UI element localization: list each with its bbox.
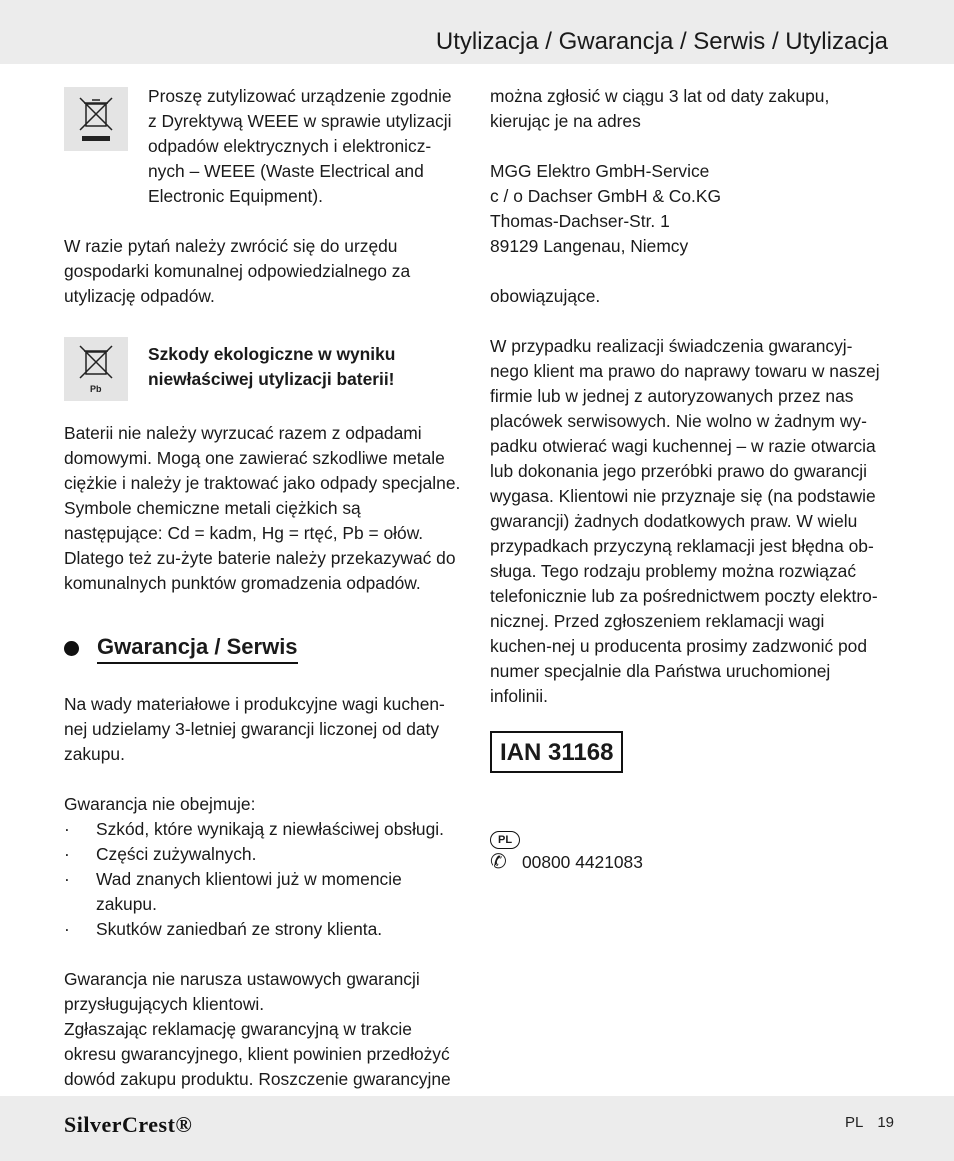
service-text: W przypadku realizacji świadczenia gwarancyj-nego klient ma prawo do naprawy towaru w naszej firmie lub w jednej z autoryzowanych przez nas placówek serwisowych. Nie wolno w żadnym wy-padku otwierać wagi kuchennej – w razie otwarcia lub dokonania jego przeróbki prawo do gwarancji wygasa. Klientowi nie przyznaje się (na podstawie gwarancji) żadnych dodatkowych praw. W wielu przypadkach przyczyną reklamacji jest błędna ob-sługa. Tego rodzaju problemy można rozwiązać telefonicznie lub za pośrednictwem poczty elektro-nicznej. Przed zgłoszeniem reklamacji wagi kuchen-nej u producenta prosimy zadzwonić pod numer specjalnie dla Państwa uruchomionej infolinii. — [490, 336, 880, 706]
section-heading-text: Gwarancja / Serwis — [97, 632, 298, 664]
not-covered-list — [64, 817, 462, 942]
battery-text: Baterii nie należy wyrzucać razem z odpadami domowymi. Mogą one zawierać szkodliwe metale ciężkie i należy je traktować jako odpady specjalne. Symbole chemiczne metali ciężkich są następujące: Cd = kadm, Hg = rtęć, Pb = ołów. Dlatego też zu-żyte baterie należy przekazywać do komunalnych punktów gromadzenia odpadów. — [64, 423, 461, 593]
section-heading — [64, 632, 462, 664]
phone-number: 00800 4421083 — [522, 852, 643, 872]
obowiazujace-text: obowiązujące. — [490, 286, 601, 306]
warranty-text: Na wady materiałowe i produkcyjne wagi kuchen-nej udzielamy 3-letniej gwarancji liczonej od daty zakupu. — [64, 694, 445, 764]
questions-text: W razie pytań należy zwrócić się do urzędu gospodarki komunalnej odpowiedzialnego za utylizację odpadów. — [64, 236, 411, 306]
address-line: c / o Dachser GmbH & Co.KG — [490, 186, 721, 206]
country-badge: PL — [490, 831, 520, 849]
address-line: Thomas-Dachser-Str. 1 — [490, 211, 670, 231]
phone-row — [490, 850, 890, 875]
list-item: · Części zużywalnych. — [64, 842, 462, 867]
not-covered-intro: Gwarancja nie obejmuje: — [64, 794, 256, 814]
phone-icon: ✆ — [490, 851, 507, 873]
address-line: 89129 Langenau, Niemcy — [490, 236, 689, 256]
list-item: · Wad znanych klientowi już w momencie zakupu. — [64, 867, 462, 917]
footer-page-num: 19 — [877, 1114, 894, 1131]
left-column — [64, 84, 462, 1092]
claim-text: Zgłaszając reklamację gwarancyjną w trakcie okresu gwarancyjnego, klient powinien przedłożyć dowód zakupu produktu. Roszczenie gwarancyjne — [64, 1019, 451, 1089]
list-item: · Skutków zaniedbań ze strony klienta. — [64, 917, 462, 942]
footer-lang: PL — [844, 1114, 864, 1131]
brand-logo: SilverCrest® — [64, 1112, 193, 1137]
page-number — [845, 1114, 894, 1131]
ian-box: IAN 31168 — [490, 731, 623, 773]
pb-label: Pb — [90, 384, 102, 394]
list-item: · Szkód, które wynikają z niewłaściwej obsługi. — [64, 817, 462, 842]
crossed-bin-icon — [64, 87, 128, 151]
statutory-text: Gwarancja nie narusza ustawowych gwarancji przysługujących klientowi. — [64, 969, 420, 1014]
weee-text: Proszę zutylizować urządzenie zgodnie z Dyrektywą WEEE w sprawie utylizacji odpadów elektrycznych i elektronicz-nych – WEEE (Waste Electrical and Electronic Equipment). — [148, 86, 452, 206]
crossed-bin-pb-icon — [64, 337, 128, 401]
battery-warning: Szkody ekologiczne w wyniku niewłaściwej utylizacji baterii! — [148, 344, 396, 389]
address-line: MGG Elektro GmbH-Service — [490, 161, 710, 181]
weee-block — [64, 84, 462, 209]
bullet-icon — [64, 641, 79, 656]
right-column — [490, 84, 890, 875]
battery-block — [64, 334, 462, 401]
claim-cont-text: można zgłosić w ciągu 3 lat od daty zakupu, kierując je na adres — [490, 86, 830, 131]
page-title: Utylizacja / Gwarancja / Serwis / Utylizacja — [435, 28, 888, 55]
